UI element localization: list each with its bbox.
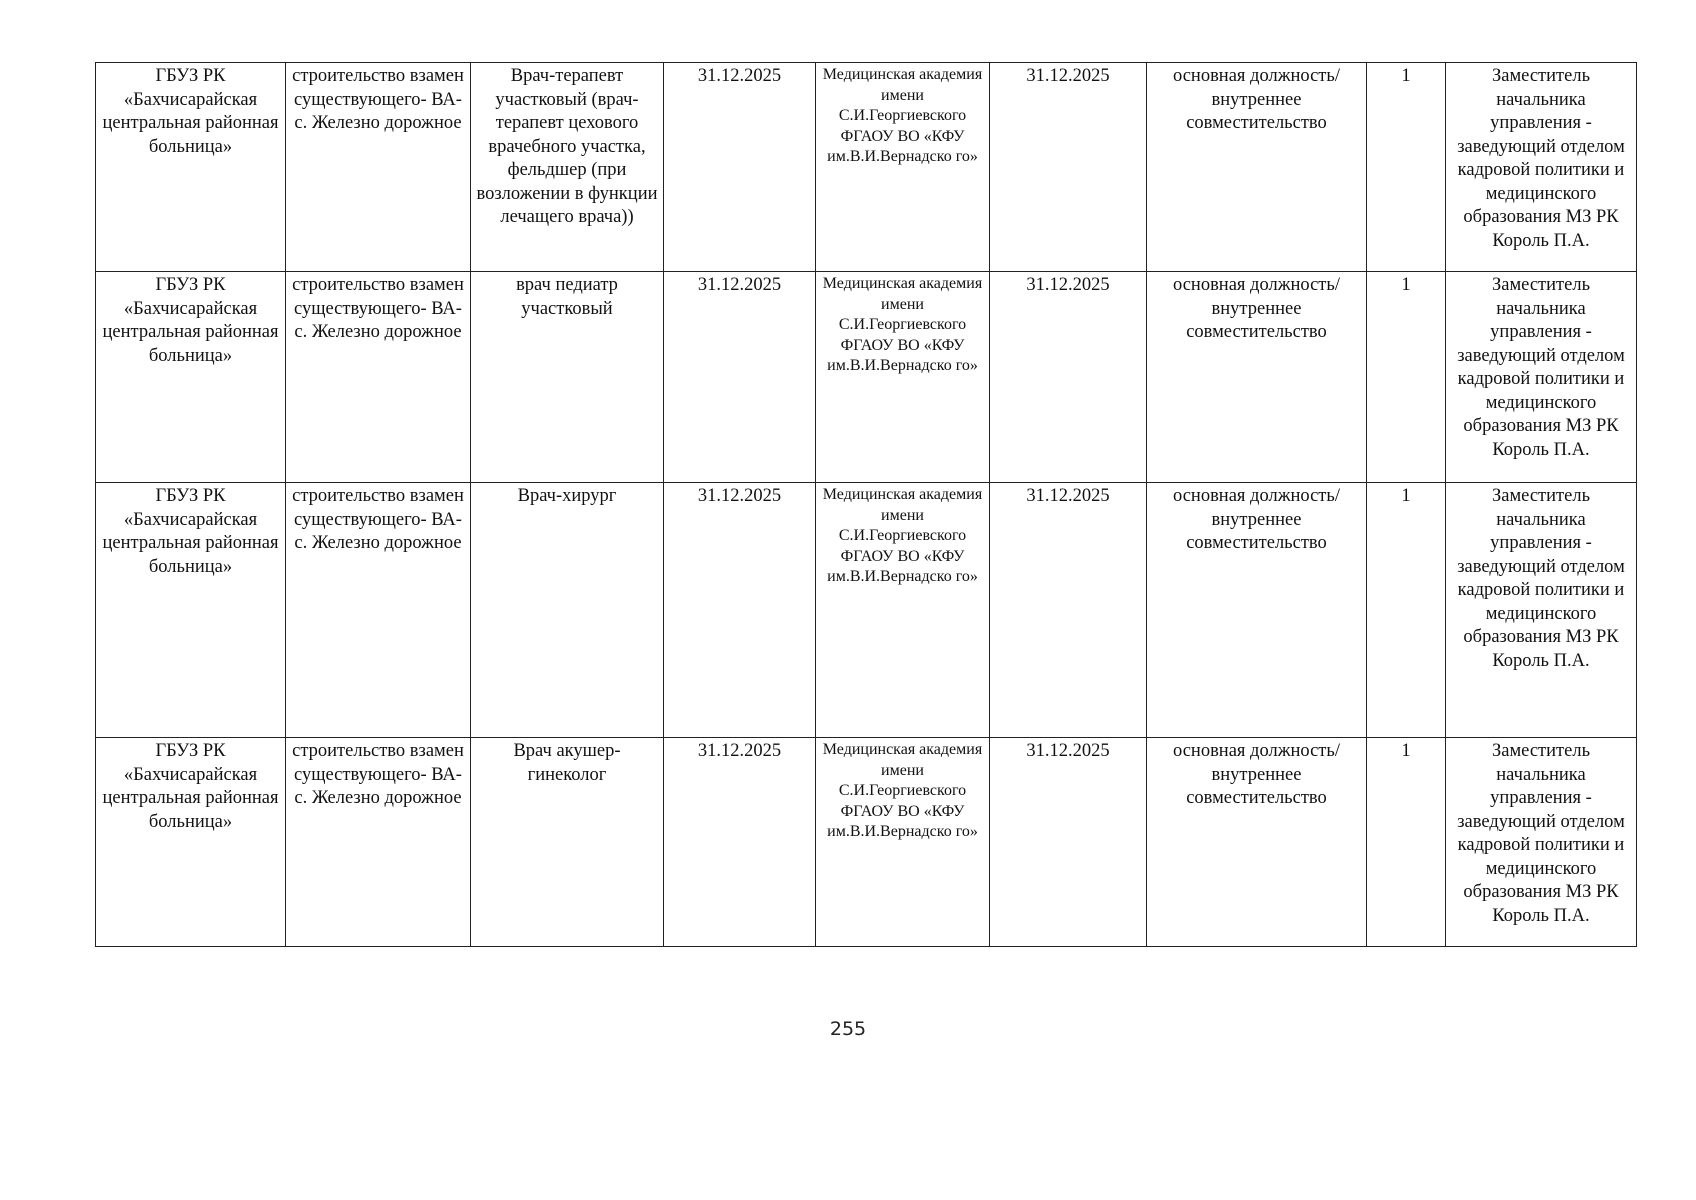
quantity-cell: 1 (1367, 738, 1446, 947)
project-cell: строительство взамен существующего- ВА-с. Железно дорожное (286, 483, 471, 738)
date-cell: 31.12.2025 (664, 272, 816, 483)
table-row (96, 738, 1637, 947)
employment-type-cell: основная должность/ внутреннее совместительство (1147, 738, 1367, 947)
responsible-person-cell: Заместитель начальника управления - заведующий отделом кадровой политики и медицинского образования МЗ РК Король П.А. (1446, 738, 1637, 947)
quantity-cell: 1 (1367, 63, 1446, 272)
responsible-person-cell: Заместитель начальника управления - заведующий отделом кадровой политики и медицинского образования МЗ РК Король П.А. (1446, 272, 1637, 483)
table-row (96, 63, 1637, 272)
organization-cell: ГБУЗ РК «Бахчисарайская центральная районная больница» (96, 483, 286, 738)
institution-cell: Медицинская академия имени С.И.Георгиевского ФГАОУ ВО «КФУ им.В.И.Вернадско го» (816, 272, 990, 483)
table-row (96, 483, 1637, 738)
table-row (96, 272, 1637, 483)
project-cell: строительство взамен существующего- ВА-с. Железно дорожное (286, 738, 471, 947)
project-cell: строительство взамен существующего- ВА-с. Железно дорожное (286, 63, 471, 272)
position-cell: Врач акушер- гинеколог (471, 738, 664, 947)
responsible-person-cell: Заместитель начальника управления - заведующий отделом кадровой политики и медицинского образования МЗ РК Король П.А. (1446, 63, 1637, 272)
institution-cell: Медицинская академия имени С.И.Георгиевского ФГАОУ ВО «КФУ им.В.И.Вернадско го» (816, 483, 990, 738)
organization-cell: ГБУЗ РК «Бахчисарайская центральная районная больница» (96, 738, 286, 947)
quantity-cell: 1 (1367, 483, 1446, 738)
organization-cell: ГБУЗ РК «Бахчисарайская центральная районная больница» (96, 63, 286, 272)
position-cell: Врач-хирург (471, 483, 664, 738)
project-cell: строительство взамен существующего- ВА-с. Железно дорожное (286, 272, 471, 483)
employment-type-cell: основная должность/ внутреннее совместительство (1147, 483, 1367, 738)
date-cell: 31.12.2025 (664, 483, 816, 738)
organization-cell: ГБУЗ РК «Бахчисарайская центральная районная больница» (96, 272, 286, 483)
employment-type-cell: основная должность/ внутреннее совместительство (1147, 272, 1367, 483)
deadline-cell: 31.12.2025 (990, 272, 1147, 483)
institution-cell: Медицинская академия имени С.И.Георгиевского ФГАОУ ВО «КФУ им.В.И.Вернадско го» (816, 738, 990, 947)
employment-type-cell: основная должность/ внутреннее совместительство (1147, 63, 1367, 272)
staffing-table (95, 62, 1637, 947)
quantity-cell: 1 (1367, 272, 1446, 483)
date-cell: 31.12.2025 (664, 63, 816, 272)
institution-cell: Медицинская академия имени С.И.Георгиевского ФГАОУ ВО «КФУ им.В.И.Вернадско го» (816, 63, 990, 272)
position-cell: Врач-терапевт участковый (врач-терапевт цехового врачебного участка, фельдшер (при возложении в функции лечащего врача)) (471, 63, 664, 272)
deadline-cell: 31.12.2025 (990, 63, 1147, 272)
page-number: 255 (829, 1018, 867, 1040)
position-cell: врач педиатр участковый (471, 272, 664, 483)
deadline-cell: 31.12.2025 (990, 738, 1147, 947)
deadline-cell: 31.12.2025 (990, 483, 1147, 738)
responsible-person-cell: Заместитель начальника управления - заведующий отделом кадровой политики и медицинского образования МЗ РК Король П.А. (1446, 483, 1637, 738)
date-cell: 31.12.2025 (664, 738, 816, 947)
